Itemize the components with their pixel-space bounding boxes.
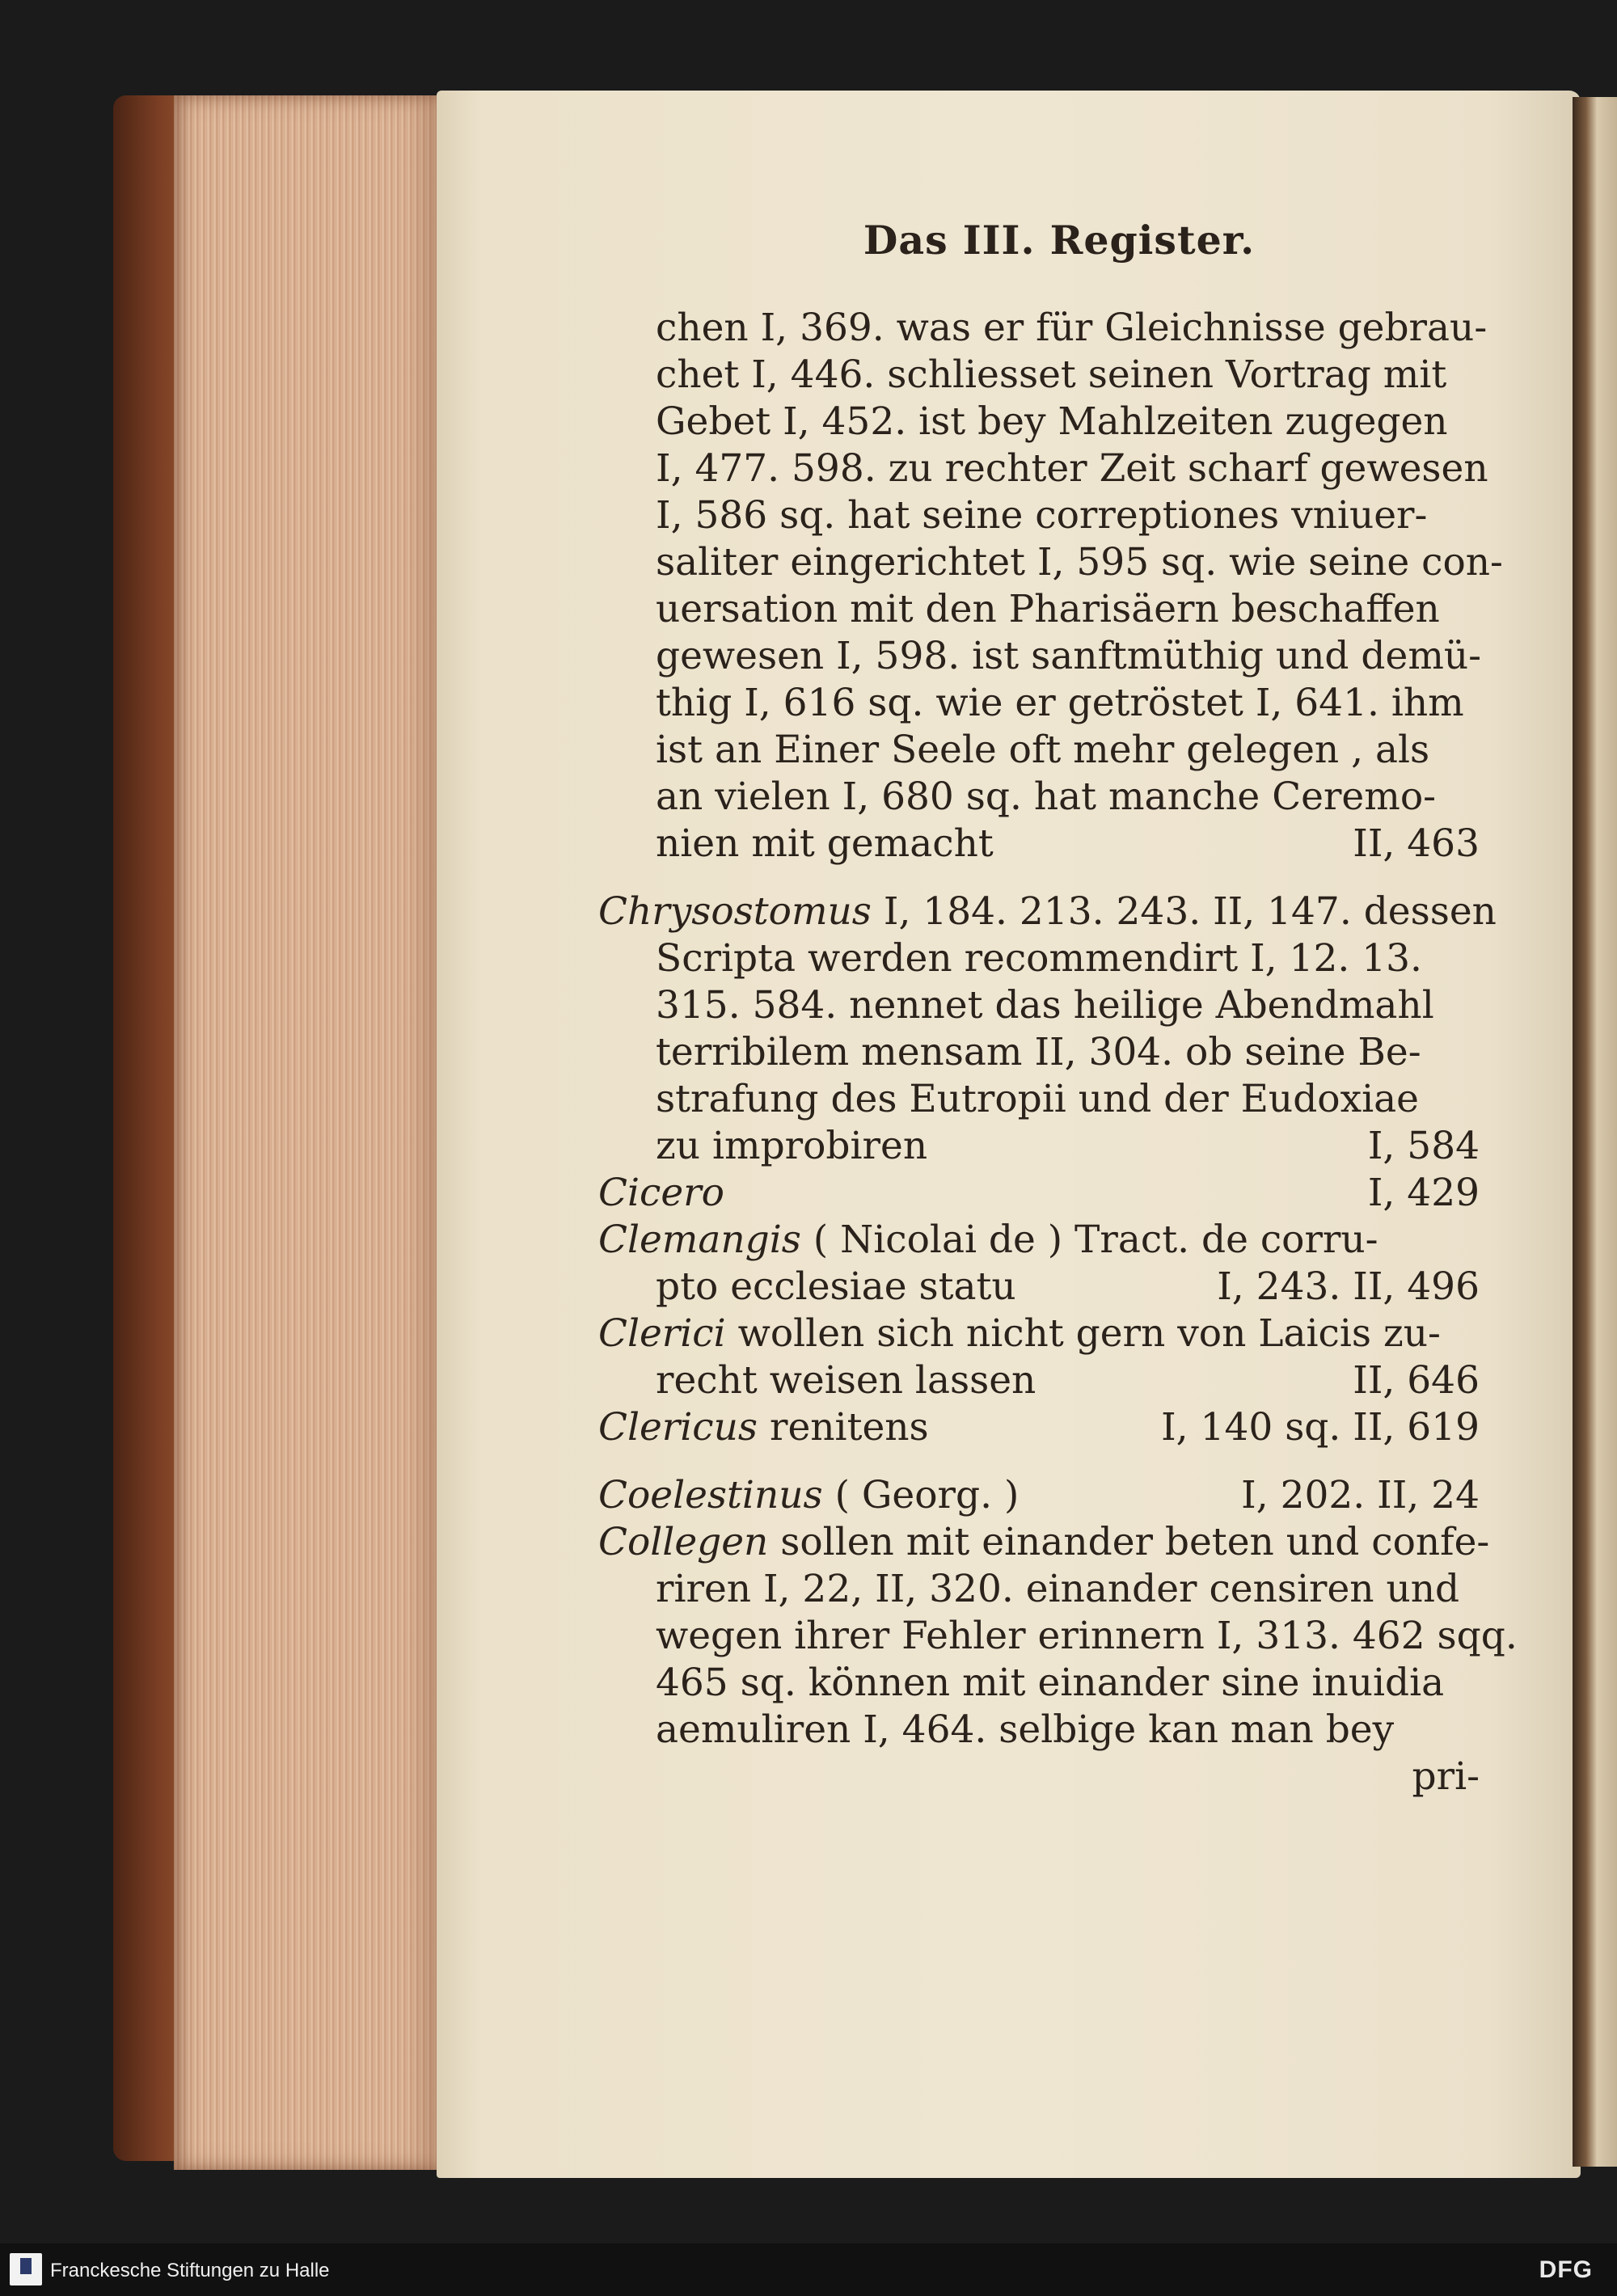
register-entry — [598, 1310, 1480, 1404]
facing-page-edge — [1573, 97, 1617, 2167]
entry-text: sollen mit einander beten und confe- — [780, 1520, 1490, 1564]
entry-line — [598, 935, 1480, 982]
register-entry — [598, 1472, 1480, 1519]
entry-text: uersation mit den Pharisäern beschaffen — [656, 587, 1440, 631]
entry-line — [598, 399, 1480, 445]
entry-text: saliter eingerichtet I, 595 sq. wie seine con- — [656, 540, 1503, 585]
register-entry — [598, 1519, 1518, 1754]
entry-line — [598, 1310, 1480, 1357]
entry-line — [598, 821, 1480, 867]
footer-bar — [0, 2243, 1617, 2296]
entry-text: thig I, 616 sq. wie er getröstet I, 641. ihm — [656, 681, 1464, 725]
entry-text: ( Georg. ) — [834, 1473, 1020, 1517]
entry-page-reference: I, 584 — [1367, 1124, 1480, 1168]
register-entry — [598, 1404, 1480, 1451]
entry-page-reference: II, 463 — [1353, 821, 1480, 866]
entry-page-reference: I, 429 — [1367, 1171, 1480, 1215]
entry-line — [598, 1076, 1480, 1123]
entry-page-reference: I, 243. II, 496 — [1217, 1264, 1480, 1309]
entry-line — [598, 633, 1480, 680]
entry-text: wegen ihrer Fehler erinnern I, 313. 462 sqq. — [656, 1614, 1518, 1658]
institution-logo-icon — [10, 2253, 42, 2285]
entry-headword: Clericus — [598, 1405, 758, 1450]
entry-line — [598, 352, 1480, 399]
entry-headword: Chrysostomus — [598, 889, 872, 934]
entry-line — [598, 1660, 1480, 1707]
entry-line — [598, 305, 1488, 352]
entry-text: ( Nicolai de ) Tract. de corru- — [813, 1218, 1378, 1262]
entry-text: zu improbiren — [656, 1124, 928, 1168]
institution-name: Franckesche Stiftungen zu Halle — [50, 2260, 330, 2281]
entry-line — [598, 1264, 1480, 1310]
entry-line — [598, 727, 1480, 774]
entry-line — [598, 888, 1497, 935]
entry-line — [598, 1566, 1480, 1613]
entry-line — [598, 1029, 1480, 1076]
catchword-line — [598, 1754, 1480, 1800]
entry-line — [598, 1404, 1480, 1451]
entry-text: I, 586 sq. hat seine correptiones vniuer- — [656, 493, 1428, 538]
entry-line — [598, 586, 1480, 633]
entry-headword: Clerici — [598, 1311, 726, 1356]
entry-headword: Clemangis — [598, 1218, 801, 1262]
entry-text: ist an Einer Seele oft mehr gelegen , als — [656, 728, 1430, 772]
entry-text: an vielen I, 680 sq. hat manche Ceremo- — [656, 774, 1436, 819]
entry-text: nien mit gemacht — [656, 821, 994, 866]
entry-line — [598, 1519, 1490, 1566]
entry-text: chet I, 446. schliesset seinen Vortrag mit — [656, 352, 1447, 397]
entry-text: recht weisen lassen — [656, 1358, 1036, 1403]
entry-text: I, 477. 598. zu rechter Zeit scharf gewesen — [656, 446, 1488, 491]
dfg-logo: DFG — [1539, 2256, 1593, 2283]
entry-line — [598, 492, 1480, 539]
entry-text: aemuliren I, 464. selbige kan man bey — [656, 1707, 1395, 1752]
catchword: pri- — [1412, 1754, 1480, 1799]
entry-line — [598, 1707, 1480, 1754]
entry-text: Scripta werden recommendirt I, 12. 13. — [656, 936, 1422, 981]
entry-line — [598, 1170, 1480, 1217]
register-entry — [598, 1170, 1480, 1217]
entry-text: I, 184. 213. 243. II, 147. dessen — [883, 889, 1497, 934]
book-page-edges — [174, 95, 445, 2170]
entry-line — [598, 1472, 1480, 1519]
entry-line — [598, 774, 1480, 821]
entry-line — [598, 680, 1480, 727]
register-entry — [598, 888, 1497, 1170]
entry-text: renitens — [769, 1405, 929, 1450]
entry-text: riren I, 22, II, 320. einander censiren und — [656, 1567, 1460, 1611]
entry-line — [598, 1217, 1480, 1264]
entry-line — [598, 445, 1488, 492]
entry-text: gewesen I, 598. ist sanftmüthig und demü- — [656, 634, 1482, 678]
entry-text: terribilem mensam II, 304. ob seine Be- — [656, 1030, 1421, 1074]
register-entry — [598, 305, 1503, 867]
entry-line — [598, 1357, 1480, 1404]
entry-text: chen I, 369. was er für Gleichnisse gebrau- — [656, 306, 1488, 350]
entry-headword: Coelestinus — [598, 1473, 823, 1517]
register-entry — [598, 1217, 1480, 1310]
entry-line — [598, 1613, 1518, 1660]
entry-page-reference: II, 646 — [1353, 1358, 1480, 1403]
entry-text: 315. 584. nennet das heilige Abendmahl — [656, 983, 1434, 1028]
entry-text: strafung des Eutropii und der Eudoxiae — [656, 1077, 1419, 1121]
entry-text: 465 sq. können mit einander sine inuidia — [656, 1661, 1445, 1705]
entry-line — [598, 1123, 1480, 1170]
entry-text: wollen sich nicht gern von Laicis zu- — [737, 1311, 1441, 1356]
running-head: Das III. Register. — [863, 217, 1256, 264]
entry-page-reference: I, 202. II, 24 — [1241, 1473, 1480, 1517]
entry-text: pto ecclesiae statu — [656, 1264, 1016, 1309]
entry-line — [598, 539, 1503, 586]
register-text — [598, 212, 1518, 1800]
entry-headword: Cicero — [598, 1171, 724, 1215]
entry-line — [598, 982, 1480, 1029]
entry-headword: Collegen — [598, 1520, 769, 1564]
entry-text: Gebet I, 452. ist bey Mahlzeiten zugegen — [656, 399, 1448, 444]
entry-page-reference: I, 140 sq. II, 619 — [1161, 1405, 1480, 1450]
